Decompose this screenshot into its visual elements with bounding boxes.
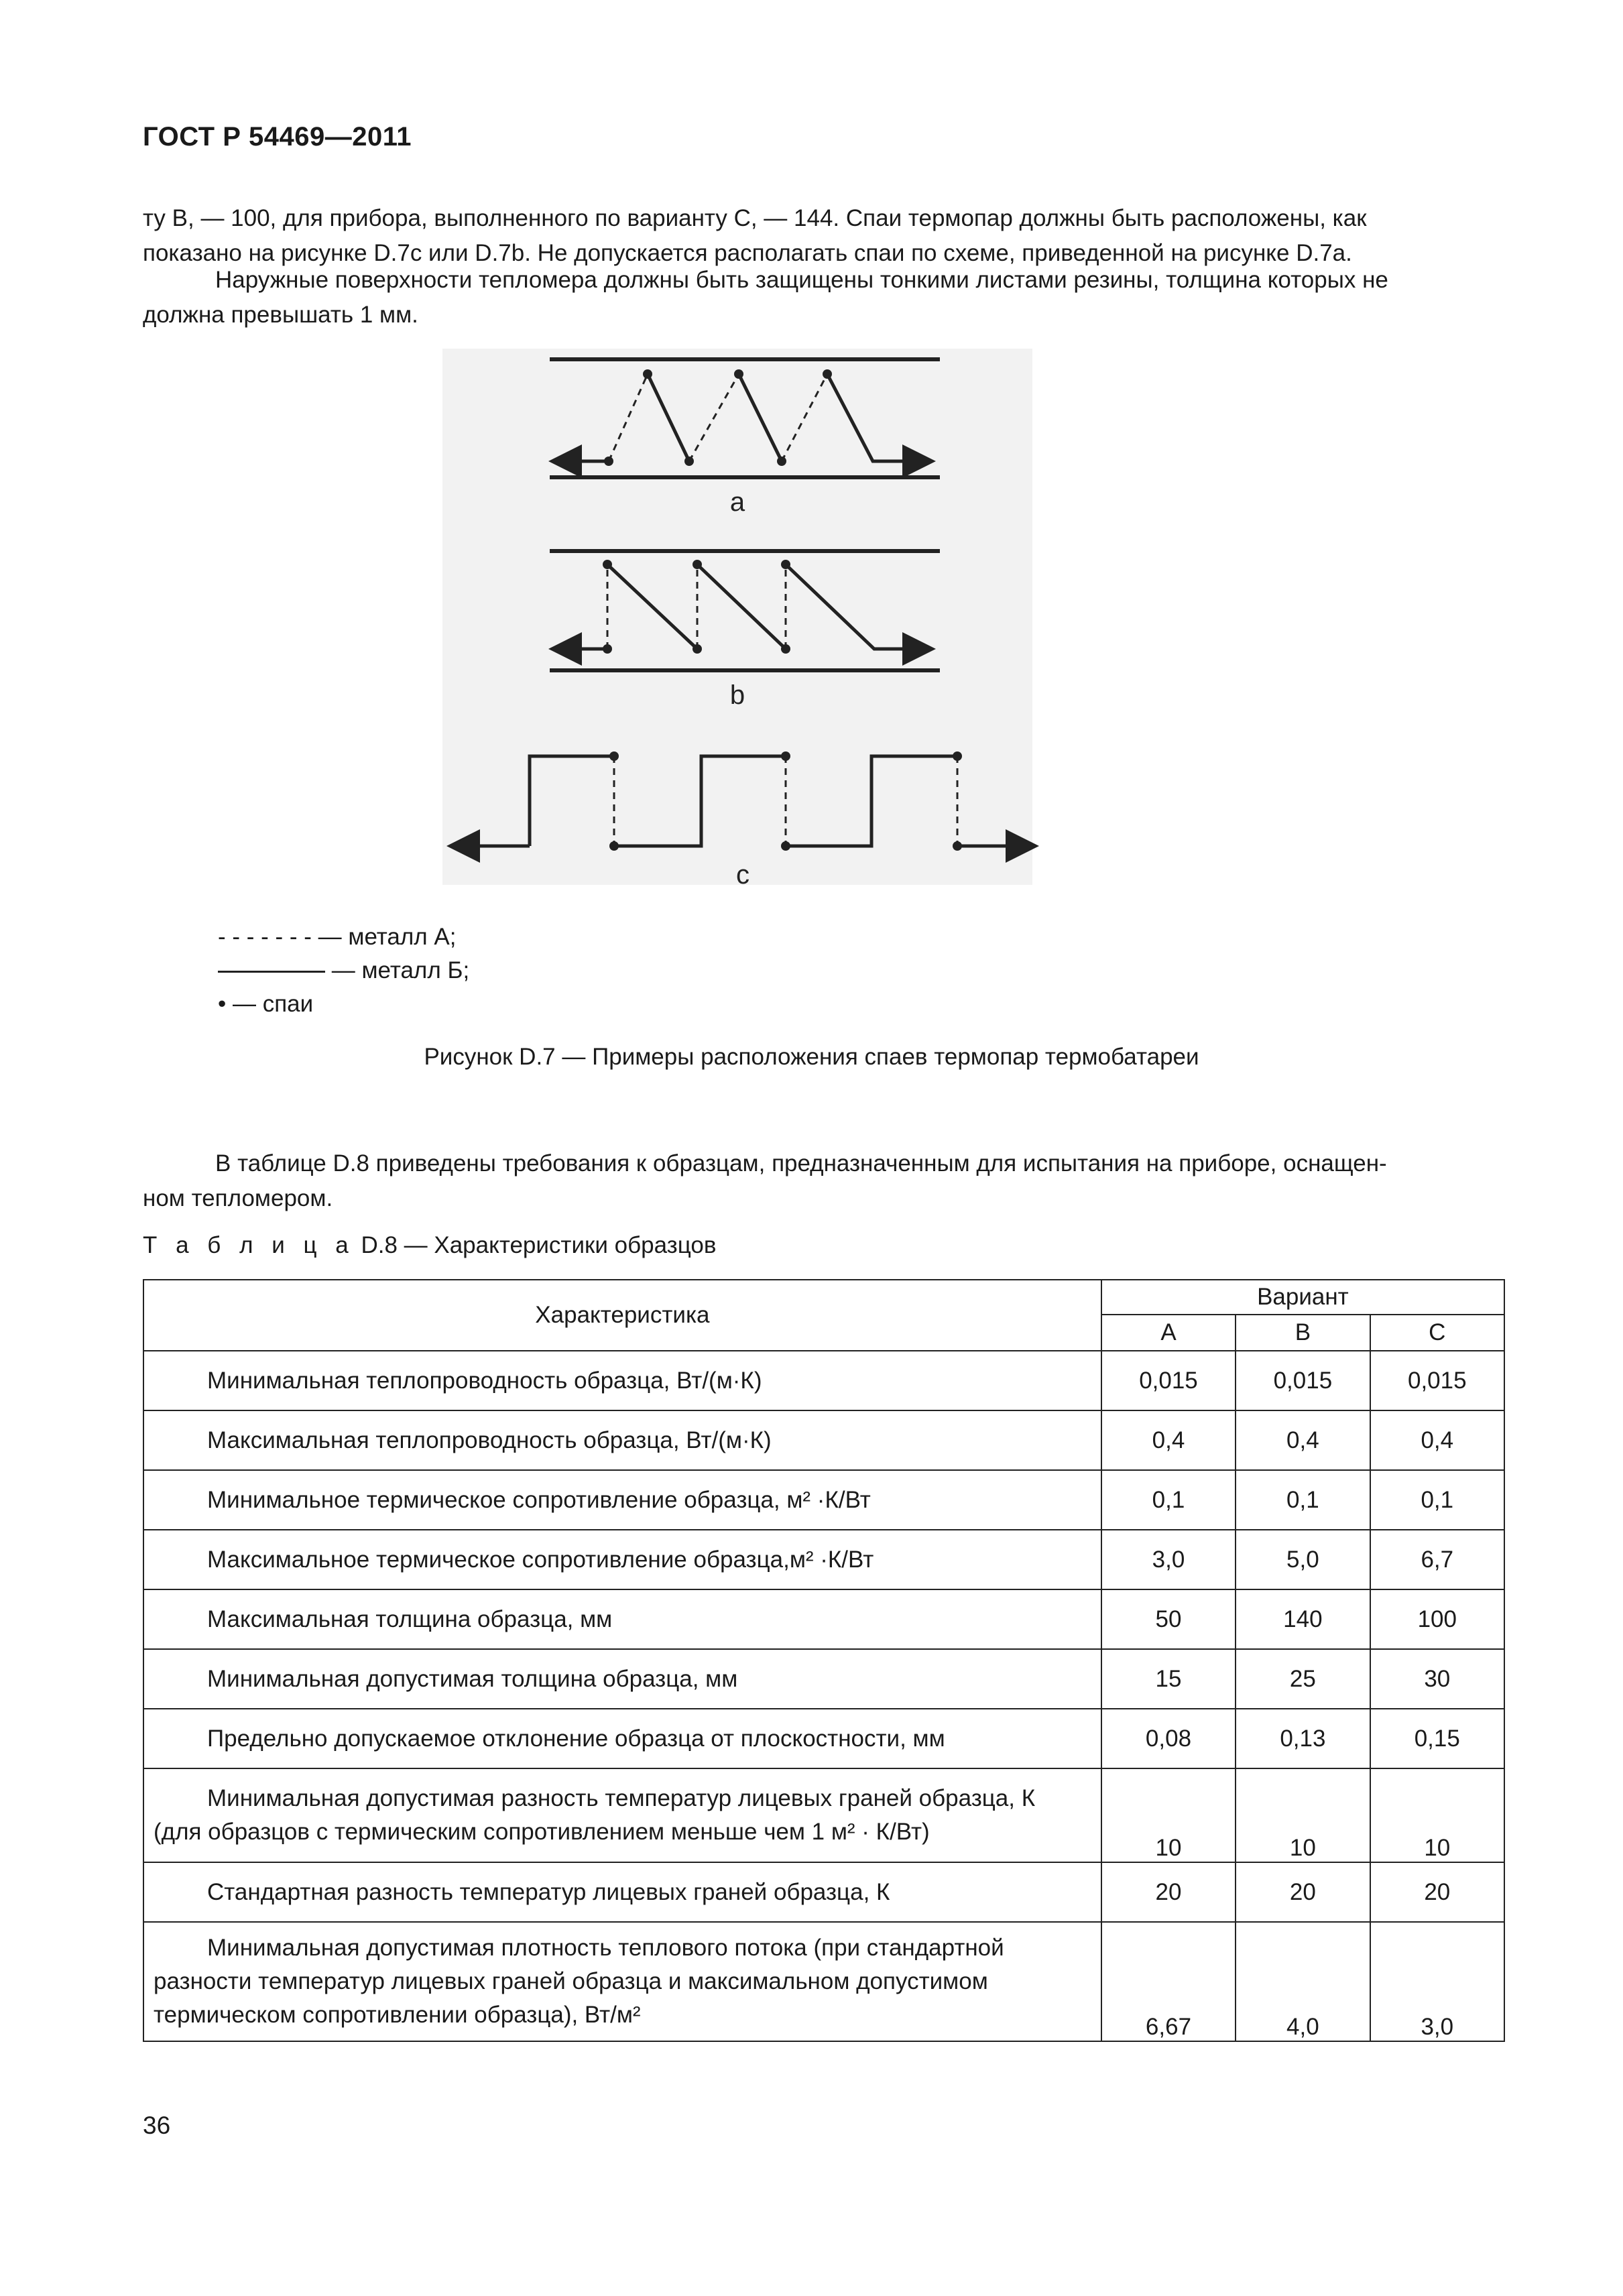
paragraph-3-line-1: В таблице D.8 приведены требования к образцам, предназначенным для испытания на приборе, оснащен- xyxy=(215,1150,1387,1176)
paragraph-3-line-2: ном тепломером. xyxy=(143,1185,333,1211)
junction-dot xyxy=(643,369,652,379)
cell-a: 0,4 xyxy=(1101,1410,1236,1470)
table-row xyxy=(143,1862,1504,1922)
paragraph-1-line-1: ту В, — 100, для прибора, выполненного по варианту С, — 144. Спаи термопар должны быть расположены, как xyxy=(143,205,1367,231)
row-name: Стандартная разность температур лицевых граней образца, К xyxy=(207,1878,890,1905)
document-header: ГОСТ Р 54469—2011 xyxy=(143,122,412,152)
table-row xyxy=(143,1589,1504,1649)
junction-dot xyxy=(603,560,612,569)
diagram-b-label: b xyxy=(729,680,745,710)
header-variant-a: А xyxy=(1101,1315,1236,1351)
row-name-line-2: разности температур лицевых граней образца и максимальном допустимом xyxy=(154,1968,988,1994)
row-name: Максимальная теплопроводность образца, Вт/(м·К) xyxy=(207,1427,772,1453)
page-number: 36 xyxy=(143,2112,171,2139)
table-row xyxy=(143,1768,1504,1862)
junction-dot xyxy=(609,751,619,761)
junction-dot xyxy=(953,751,962,761)
figure-caption: Рисунок D.7 — Примеры расположения спаев термопар термобатареи xyxy=(424,1044,1199,1070)
table-row xyxy=(143,1470,1504,1530)
cell-a: 50 xyxy=(1101,1589,1236,1649)
junction-dot xyxy=(693,644,702,654)
cell-c: 30 xyxy=(1370,1649,1504,1709)
header-variant: Вариант xyxy=(1101,1280,1504,1315)
row-name: Максимальная толщина образца, мм xyxy=(207,1606,613,1632)
diagram-a-label: a xyxy=(729,487,745,517)
diagram-c-label: c xyxy=(736,860,749,890)
table-title-prefix: Т а б л и ц а xyxy=(143,1232,355,1258)
cell-c: 0,15 xyxy=(1370,1709,1504,1768)
cell-b: 20 xyxy=(1236,1862,1370,1922)
junction-dot xyxy=(781,644,790,654)
cell-a: 15 xyxy=(1101,1649,1236,1709)
table-row xyxy=(143,1410,1504,1470)
cell-c: 0,1 xyxy=(1370,1470,1504,1530)
thermocouple-junction-figure xyxy=(442,349,1046,898)
table-row xyxy=(143,1649,1504,1709)
row-name-line-1: Минимальная допустимая плотность теплового потока (при стандартной xyxy=(207,1935,1004,1961)
table-row xyxy=(143,1709,1504,1768)
cell-b: 10 xyxy=(1236,1768,1370,1862)
cell-c: 10 xyxy=(1370,1768,1504,1862)
row-name-line-2: (для образцов с термическим сопротивлением меньше чем 1 м² · К/Вт) xyxy=(154,1819,930,1845)
row-name: Предельно допускаемое отклонение образца от плоскостности, мм xyxy=(207,1725,945,1752)
header-variant-c: С xyxy=(1370,1315,1504,1351)
junction-dot xyxy=(693,560,702,569)
row-name-line-1: Минимальная допустимая разность температур лицевых граней образца, К xyxy=(207,1785,1036,1811)
junction-dot xyxy=(684,457,694,466)
table-title xyxy=(143,1232,716,1259)
row-name: Минимальная допустимая толщина образца, мм xyxy=(207,1665,738,1692)
header-characteristic: Характеристика xyxy=(143,1280,1101,1351)
solid-line-swatch xyxy=(218,971,325,973)
characteristics-table xyxy=(143,1279,1505,2042)
paragraph-2-line-1: Наружные поверхности тепломера должны быть защищены тонкими листами резины, толщина которых не xyxy=(215,267,1388,293)
paragraph-1 xyxy=(143,201,1504,271)
legend-metal-b-label: — металл Б; xyxy=(325,957,470,983)
junction-dot xyxy=(609,841,619,851)
row-name-line-3: термическом сопротивлении образца), Вт/м² xyxy=(154,2002,641,2028)
cell-b: 4,0 xyxy=(1236,1922,1370,2041)
junction-dot xyxy=(953,841,962,851)
table-row xyxy=(143,1351,1504,1410)
junction-dot xyxy=(823,369,832,379)
cell-b: 0,1 xyxy=(1236,1470,1370,1530)
junction-dot xyxy=(781,560,790,569)
cell-b: 5,0 xyxy=(1236,1530,1370,1589)
cell-a: 10 xyxy=(1101,1768,1236,1862)
cell-c: 6,7 xyxy=(1370,1530,1504,1589)
paragraph-3 xyxy=(143,1146,1504,1216)
junction-dot xyxy=(734,369,743,379)
paragraph-2-line-2: должна превышать 1 мм. xyxy=(143,302,418,328)
table-title-text: D.8 — Характеристики образцов xyxy=(354,1232,717,1258)
legend-metal-b xyxy=(218,954,469,987)
legend-junction: • — спаи xyxy=(218,991,314,1017)
cell-b: 140 xyxy=(1236,1589,1370,1649)
cell-a: 6,67 xyxy=(1101,1922,1236,2041)
junction-dot xyxy=(604,457,613,466)
cell-c: 20 xyxy=(1370,1862,1504,1922)
cell-b: 0,015 xyxy=(1236,1351,1370,1410)
cell-c: 0,015 xyxy=(1370,1351,1504,1410)
legend-metal-a: - - - - - - - — металл А; xyxy=(218,924,457,950)
row-name: Максимальное термическое сопротивление образца,м² ·К/Вт xyxy=(207,1546,874,1573)
table-row xyxy=(143,1530,1504,1589)
paragraph-2 xyxy=(143,263,1504,333)
junction-dot xyxy=(603,644,612,654)
cell-b: 0,4 xyxy=(1236,1410,1370,1470)
cell-b: 0,13 xyxy=(1236,1709,1370,1768)
row-name: Минимальная теплопроводность образца, Вт/(м·К) xyxy=(207,1367,762,1394)
cell-a: 20 xyxy=(1101,1862,1236,1922)
cell-b: 25 xyxy=(1236,1649,1370,1709)
row-name: Минимальное термическое сопротивление образца, м² ·К/Вт xyxy=(207,1486,871,1513)
cell-c: 0,4 xyxy=(1370,1410,1504,1470)
cell-c: 3,0 xyxy=(1370,1922,1504,2041)
junction-dot xyxy=(781,751,790,761)
junction-dot xyxy=(777,457,786,466)
table-row xyxy=(143,1922,1504,2041)
paragraph-1-line-2: показано на рисунке D.7c или D.7b. Не допускается располагать спаи по схеме, приведенной на рисунке D.7а. xyxy=(143,240,1352,266)
junction-dot xyxy=(781,841,790,851)
cell-a: 3,0 xyxy=(1101,1530,1236,1589)
cell-a: 0,015 xyxy=(1101,1351,1236,1410)
cell-a: 0,08 xyxy=(1101,1709,1236,1768)
cell-c: 100 xyxy=(1370,1589,1504,1649)
cell-a: 0,1 xyxy=(1101,1470,1236,1530)
header-variant-b: В xyxy=(1236,1315,1370,1351)
